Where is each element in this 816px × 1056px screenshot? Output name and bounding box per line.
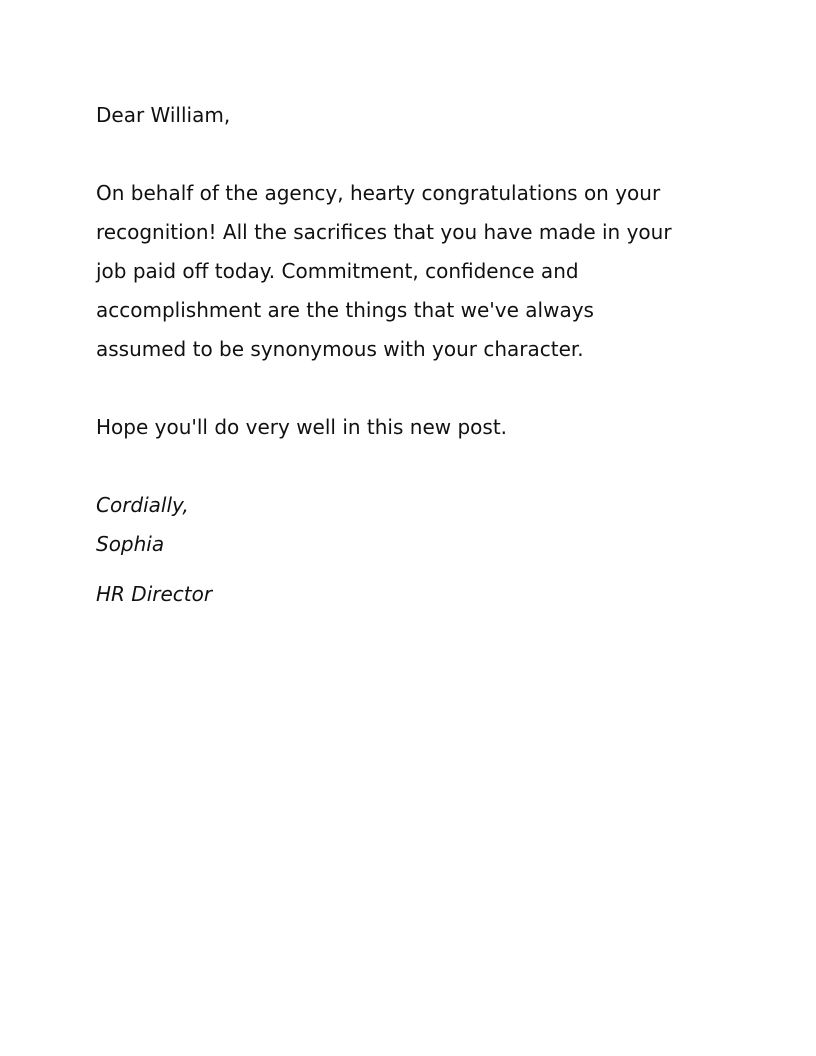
letter-body	[96, 96, 736, 614]
paragraph-line: recognition! All the sacrifices that you have made in your	[96, 220, 672, 244]
paragraph-line: accomplishment are the things that we've always	[96, 298, 594, 322]
letter-closing: Cordially,	[96, 493, 189, 517]
paragraph-line: assumed to be synonymous with your character.	[96, 337, 584, 361]
letter-closing-block	[96, 486, 736, 614]
letter-greeting: Dear William,	[96, 103, 231, 127]
paragraph-line: On behalf of the agency, hearty congratulations on your	[96, 181, 661, 205]
signer-name: Sophia	[96, 532, 165, 556]
signer-title: HR Director	[96, 582, 213, 606]
paragraph-line: job paid off today. Commitment, confidence and	[96, 259, 579, 283]
letter-paragraph-congratulations	[96, 174, 736, 369]
letter-paragraph-wishes: Hope you'll do very well in this new post.	[96, 415, 508, 439]
